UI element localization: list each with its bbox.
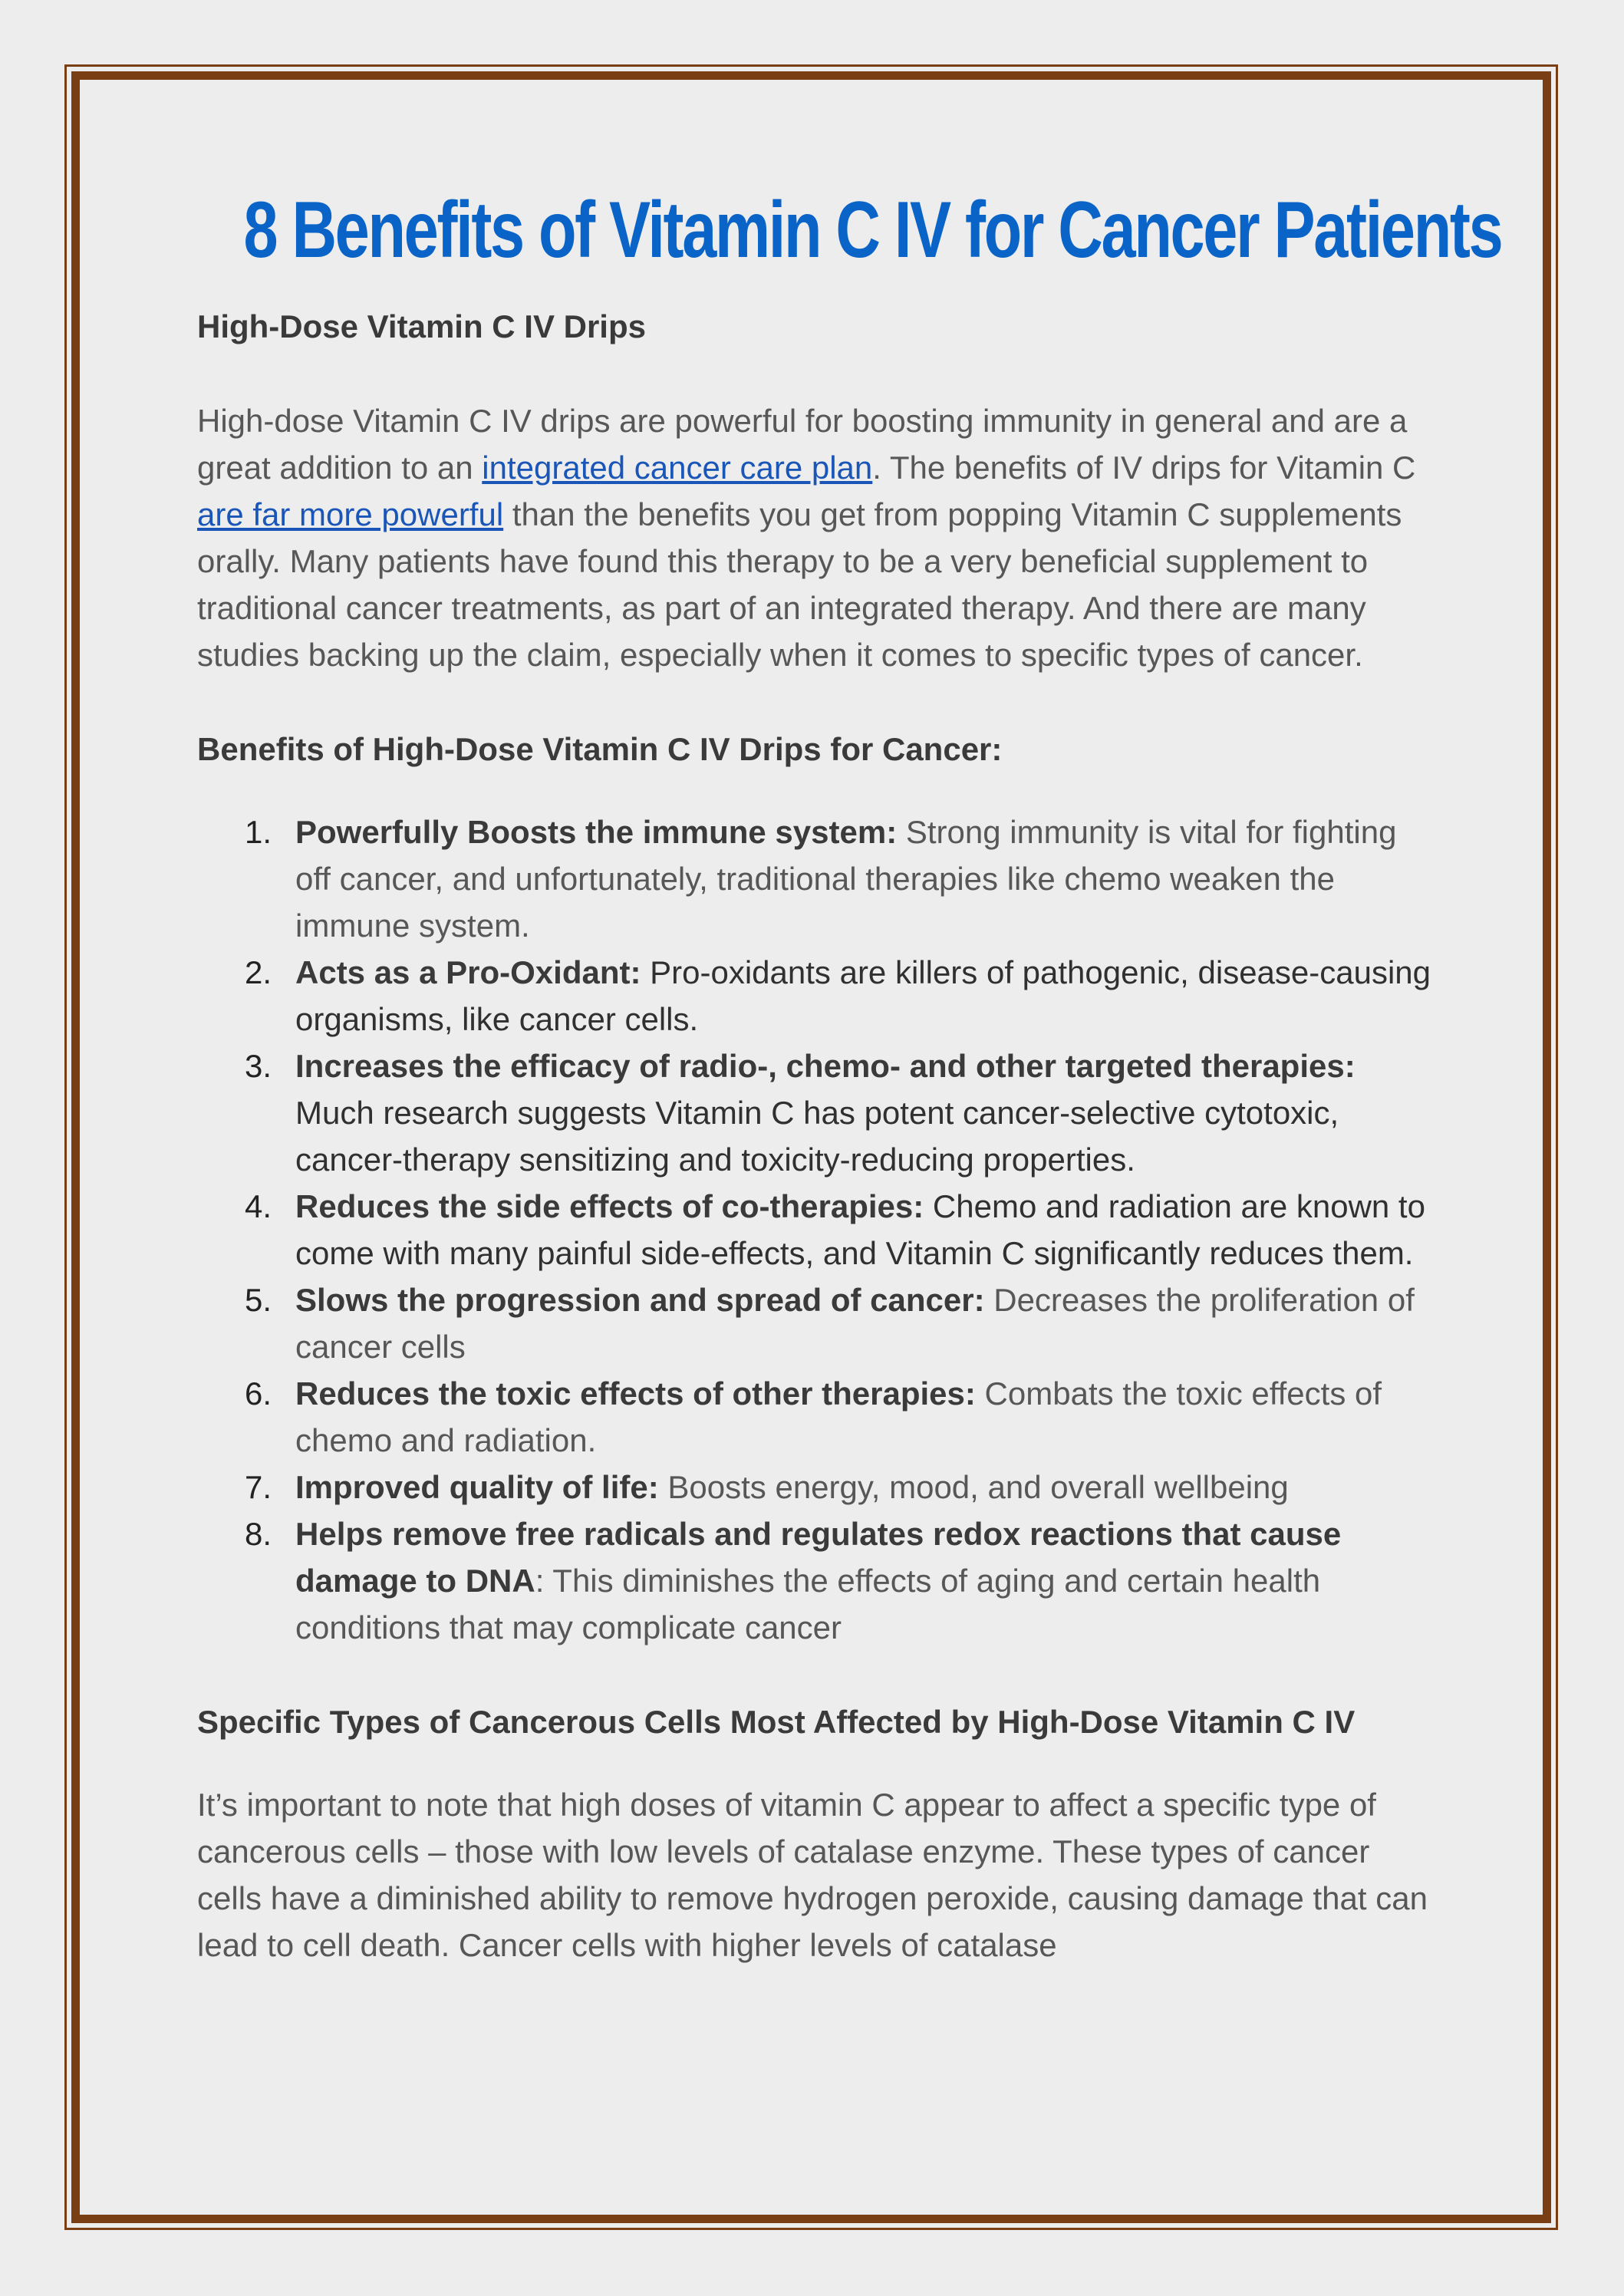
integrated-care-link[interactable]: integrated cancer care plan [482, 450, 873, 486]
list-item [197, 1370, 1440, 1464]
list-item-number: 4. [245, 1188, 272, 1224]
list-item-number: 5. [245, 1282, 272, 1318]
benefit-title: Helps remove free radicals and regulates redox reactions that cause damage to DNA [295, 1516, 1342, 1599]
list-item [197, 1464, 1440, 1510]
article-body [197, 303, 1440, 1968]
list-item-number: 6. [245, 1375, 272, 1412]
list-item-number: 8. [245, 1516, 272, 1552]
benefits-list [197, 809, 1440, 1651]
benefit-title: Powerfully Boosts the immune system: [295, 814, 898, 850]
benefit-title: Slows the progression and spread of cancer: [295, 1282, 985, 1318]
benefit-description: Chemo and radiation are known to come with many painful side-effects, and Vitamin C significantly reduces them. [295, 1188, 1425, 1271]
specific-types-heading: Specific Types of Cancerous Cells Most Affected by High-Dose Vitamin C IV [197, 1704, 1356, 1740]
benefit-title: Increases the efficacy of radio-, chemo- and other targeted therapies: [295, 1048, 1356, 1084]
list-item-number: 3. [245, 1048, 272, 1084]
more-powerful-link[interactable]: are far more powerful [197, 496, 504, 532]
benefit-title: Reduces the side effects of co-therapies: [295, 1188, 924, 1224]
benefit-title: Acts as a Pro-Oxidant: [295, 954, 641, 990]
benefit-description: : This diminishes the effects of aging and certain health conditions that may complicate cancer [295, 1563, 1321, 1645]
benefit-title: Reduces the toxic effects of other therapies: [295, 1375, 976, 1412]
benefit-title: Improved quality of life: [295, 1469, 659, 1505]
intro-heading: High-Dose Vitamin C IV Drips [197, 308, 646, 344]
list-item [197, 1510, 1440, 1651]
list-item-number: 7. [245, 1469, 272, 1505]
benefit-description: Boosts energy, mood, and overall wellbeing [658, 1469, 1289, 1505]
benefits-heading: Benefits of High-Dose Vitamin C IV Drips for Cancer: [197, 731, 1003, 767]
list-item [197, 1276, 1440, 1370]
list-item [197, 949, 1440, 1043]
list-item [197, 809, 1440, 949]
specific-types-paragraph: It’s important to note that high doses of vitamin C appear to affect a specific type of cancerous cells – those with low levels of catalase enzyme. These types of cancer cells have a diminished ability to remove hydrogen peroxide, causing damage that can lead to cell death. Cancer cells with higher levels of catalase [197, 1787, 1428, 1963]
list-item [197, 1043, 1440, 1183]
list-item-number: 2. [245, 954, 272, 990]
page-title: 8 Benefits of Vitamin C IV for Cancer Patients [243, 186, 1502, 275]
intro-text-1: High-dose Vitamin C IV drips are powerful for boosting immunity in general and are a great addition to an [197, 403, 1408, 486]
benefit-description: Strong immunity is vital for fighting off cancer, and unfortunately, traditional therapies like chemo weaken the immune system. [295, 814, 1397, 944]
benefit-description: Pro-oxidants are killers of pathogenic, disease-causing organisms, like cancer cells. [295, 954, 1431, 1037]
intro-text-2: . The benefits of IV drips for Vitamin C [872, 450, 1416, 486]
benefit-description: Decreases the proliferation of cancer cells [295, 1282, 1415, 1365]
intro-text-3: than the benefits you get from popping Vitamin C supplements orally. Many patients have found this therapy to be a very beneficial supplement to traditional cancer treatments, as part of an integrated therapy. And there are many studies backing up the claim, especially when it comes to specific types of cancer. [197, 496, 1402, 673]
list-item [197, 1183, 1440, 1276]
intro-paragraph [197, 397, 1440, 678]
benefit-description: Much research suggests Vitamin C has potent cancer-selective cytotoxic, cancer-therapy sensitizing and toxicity-reducing properties. [295, 1095, 1339, 1178]
benefit-description: Combats the toxic effects of chemo and radiation. [295, 1375, 1382, 1458]
list-item-number: 1. [245, 814, 272, 850]
